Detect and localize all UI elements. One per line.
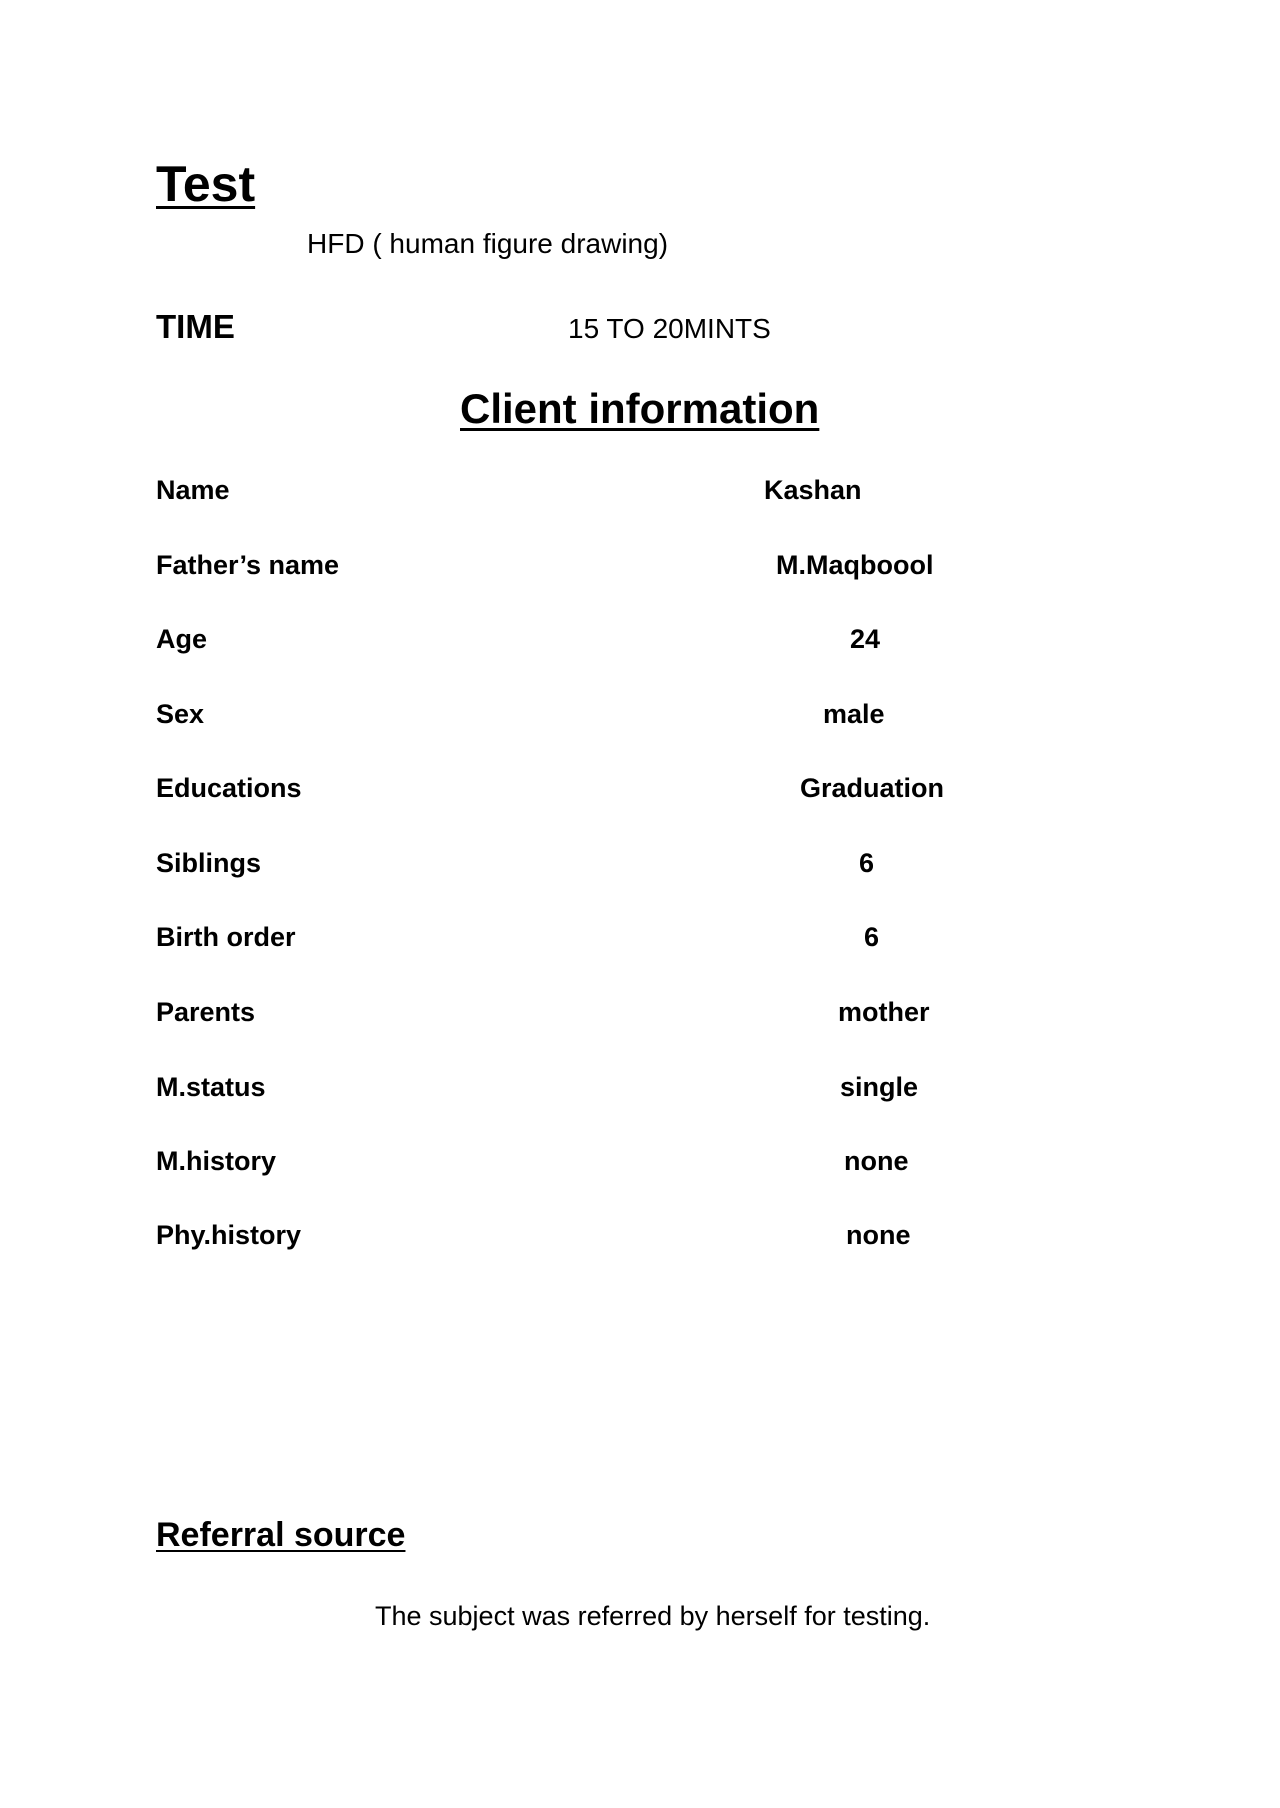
time-label: TIME (156, 308, 235, 345)
info-value: 6 (859, 848, 875, 878)
client-information-heading: Client information (460, 385, 820, 432)
info-label: Parents (156, 997, 256, 1027)
info-value: male (823, 699, 885, 729)
test-name: HFD ( human figure drawing) (307, 228, 669, 259)
info-value: single (840, 1072, 919, 1102)
info-value: mother (838, 997, 930, 1027)
info-value: Graduation (800, 773, 945, 803)
info-label: Father’s name (156, 550, 340, 580)
info-label: Age (156, 624, 208, 654)
info-label: Birth order (156, 922, 296, 952)
info-label: Name (156, 475, 230, 505)
test-heading: Test (156, 156, 256, 212)
info-label: M.status (156, 1072, 266, 1102)
info-value: 6 (864, 922, 880, 952)
info-label: Educations (156, 773, 302, 803)
info-label: Phy.history (156, 1220, 302, 1250)
referral-source-heading: Referral source (156, 1516, 406, 1554)
info-value: 24 (850, 624, 881, 654)
info-label: M.history (156, 1146, 277, 1176)
info-value: M.Maqboool (776, 550, 934, 580)
info-value: Kashan (764, 475, 862, 505)
info-value: none (844, 1146, 909, 1176)
info-value: none (846, 1220, 911, 1250)
info-label: Siblings (156, 848, 262, 878)
info-label: Sex (156, 699, 205, 729)
referral-source-text: The subject was referred by herself for testing. (375, 1601, 931, 1631)
time-value: 15 TO 20MINTS (568, 313, 771, 344)
